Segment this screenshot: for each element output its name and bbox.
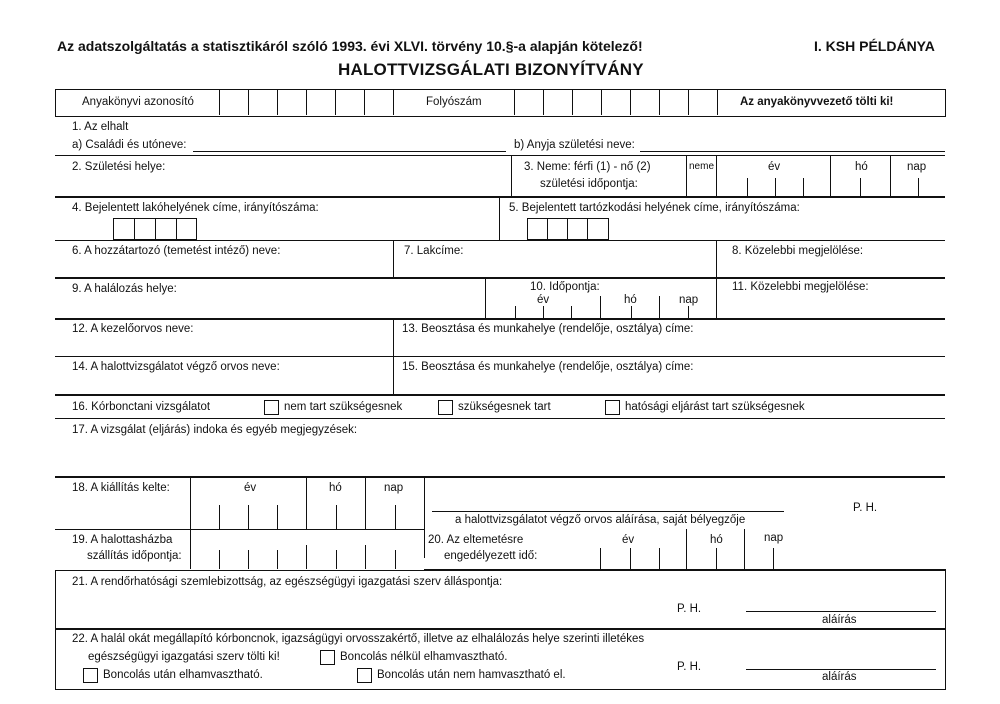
- field-19-label: 19. A halottasházba: [72, 534, 173, 546]
- form-title: HALOTTVIZSGÁLATI BIZONYÍTVÁNY: [338, 60, 644, 79]
- divider: [155, 219, 156, 239]
- authority-signature-line[interactable]: [746, 611, 936, 612]
- burial-day-label: nap: [764, 532, 784, 544]
- issue-year-label: év: [244, 482, 257, 494]
- field-20-sub-label: engedélyezett idő:: [444, 550, 538, 562]
- registrar-note: Az anyakönyvvezető tölti ki!: [740, 96, 894, 108]
- divider: [176, 219, 177, 239]
- divider: [55, 529, 425, 530]
- field-17-label: 17. A vizsgálat (eljárás) indoka és egyéb megjegyzések:: [72, 424, 358, 436]
- divider: [55, 394, 945, 396]
- stamp-placeholder-22: P. H.: [677, 661, 702, 673]
- divider: [499, 196, 500, 240]
- field-15-label: 15. Beosztása és munkahelye (rendelője, osztálya) címe:: [402, 361, 694, 373]
- field-12-label: 12. A kezelőorvos neve:: [72, 323, 194, 335]
- issue-month-label: hó: [329, 482, 342, 494]
- birth-year-label: év: [768, 161, 781, 173]
- death-month-label: hó: [624, 294, 637, 306]
- divider: [686, 155, 687, 196]
- field-19-sub-label: szállítás időpontja:: [87, 550, 182, 562]
- burial-year-label: év: [622, 534, 635, 546]
- field-22-label: 22. A halál okát megállapító kórboncnok, igazságügyi orvosszakértő, illetve az elhalálozás helye szerinti illetékes: [72, 633, 645, 645]
- field-13-label: 13. Beosztása és munkahelye (rendelője, osztálya) címe:: [402, 323, 694, 335]
- field-21-label: 21. A rendőrhatósági szemlebizottság, az egészségügyi igazgatási szerv álláspontja:: [72, 576, 503, 588]
- field-18-label: 18. A kiállítás kelte:: [72, 482, 170, 494]
- field-14-label: 14. A halottvizsgálatot végző orvos neve:: [72, 361, 280, 373]
- autopsy-not-needed-label: nem tart szükségesnek: [284, 401, 403, 413]
- divider: [55, 476, 945, 478]
- divider: [55, 155, 945, 156]
- divider: [686, 529, 687, 569]
- examiner-signature-line[interactable]: [746, 669, 936, 670]
- divider: [485, 277, 486, 318]
- doctor-signature-caption: a halottvizsgálatot végző orvos aláírása, saját bélyegzője: [455, 514, 746, 526]
- divider: [393, 240, 394, 277]
- field-8-label: 8. Közelebbi megjelölése:: [732, 245, 864, 257]
- divider: [55, 240, 945, 241]
- divider: [716, 155, 717, 196]
- divider: [55, 418, 945, 419]
- name-input-line[interactable]: [193, 151, 506, 152]
- birth-day-label: nap: [907, 161, 927, 173]
- death-day-label: nap: [679, 294, 699, 306]
- divider: [424, 476, 425, 558]
- birth-month-label: hó: [855, 161, 868, 173]
- divider: [830, 155, 831, 196]
- field-2-label: 2. Születési helye:: [72, 161, 166, 173]
- autopsy-not-needed-checkbox[interactable]: [264, 400, 279, 415]
- stamp-placeholder-18: P. H.: [853, 502, 878, 514]
- field-1b-label: b) Anyja születési neve:: [514, 139, 635, 151]
- divider: [744, 529, 745, 569]
- mother-name-input-line[interactable]: [640, 151, 945, 152]
- divider: [567, 219, 568, 239]
- divider: [190, 476, 191, 529]
- divider: [306, 476, 307, 529]
- autopsy-needed-label: szükségesnek tart: [458, 401, 551, 413]
- field-7-label: 7. Lakcíme:: [404, 245, 464, 257]
- doctor-signature-line[interactable]: [432, 511, 784, 512]
- field-3-label: 3. Neme: férfi (1) - nő (2): [524, 161, 651, 173]
- autopsy-needed-checkbox[interactable]: [438, 400, 453, 415]
- cremate-without-autopsy-label: Boncolás nélkül elhamvasztható.: [340, 651, 508, 663]
- death-year-label: év: [537, 294, 550, 306]
- issue-day-label: nap: [384, 482, 404, 494]
- official-procedure-checkbox[interactable]: [605, 400, 620, 415]
- authority-signature-caption: aláírás: [822, 614, 857, 626]
- gender-label: neme: [689, 161, 715, 172]
- divider: [716, 277, 717, 318]
- serial-number-label: Folyószám: [426, 96, 482, 108]
- field-9-label: 9. A halálozás helye:: [72, 283, 177, 295]
- stay-zip-boxes[interactable]: [527, 218, 609, 240]
- divider: [55, 196, 945, 198]
- field-20-label: 20. Az eltemetésre: [428, 534, 524, 546]
- divider: [716, 240, 717, 277]
- field-1-label: 1. Az elhalt: [72, 121, 129, 133]
- field-5-label: 5. Bejelentett tartózkodási helyének címe, irányítószáma:: [509, 202, 800, 214]
- divider: [365, 476, 366, 529]
- field-22-sub-label: egészségügyi igazgatási szerv tölti ki!: [88, 651, 280, 663]
- field-6-label: 6. A hozzátartozó (temetést intéző) neve:: [72, 245, 281, 257]
- divider: [587, 219, 588, 239]
- divider: [511, 155, 512, 196]
- stamp-placeholder-21: P. H.: [677, 603, 702, 615]
- divider: [890, 155, 891, 196]
- divider: [55, 356, 945, 357]
- field-4-label: 4. Bejelentett lakóhelyének címe, irányítószáma:: [72, 202, 319, 214]
- registry-id-label: Anyakönyvi azonosító: [82, 96, 194, 108]
- official-procedure-label: hatósági eljárást tart szükségesnek: [625, 401, 805, 413]
- copy-label: I. KSH PÉLDÁNYA: [814, 38, 935, 54]
- field-3-dob-label: születési időpontja:: [540, 178, 638, 190]
- law-notice: Az adatszolgáltatás a statisztikáról szóló 1993. évi XLVI. törvény 10.§-a alapján kötelező!: [57, 38, 643, 54]
- field-16-label: 16. Kórbonctani vizsgálatot: [72, 401, 211, 413]
- divider: [55, 318, 945, 320]
- cremate-after-autopsy-checkbox[interactable]: [83, 668, 98, 683]
- burial-month-label: hó: [710, 534, 723, 546]
- examiner-signature-caption: aláírás: [822, 671, 857, 683]
- divider: [134, 219, 135, 239]
- no-cremation-checkbox[interactable]: [357, 668, 372, 683]
- divider: [190, 529, 191, 569]
- field-11-label: 11. Közelebbi megjelölése:: [732, 281, 869, 293]
- no-cremation-label: Boncolás után nem hamvasztható el.: [377, 669, 566, 681]
- field-10-label: 10. Időpontja:: [530, 281, 600, 293]
- divider: [547, 219, 548, 239]
- cremate-after-autopsy-label: Boncolás után elhamvasztható.: [103, 669, 263, 681]
- divider: [55, 628, 945, 630]
- divider: [55, 277, 945, 279]
- cremate-without-autopsy-checkbox[interactable]: [320, 650, 335, 665]
- field-1a-label: a) Családi és utóneve:: [72, 139, 187, 151]
